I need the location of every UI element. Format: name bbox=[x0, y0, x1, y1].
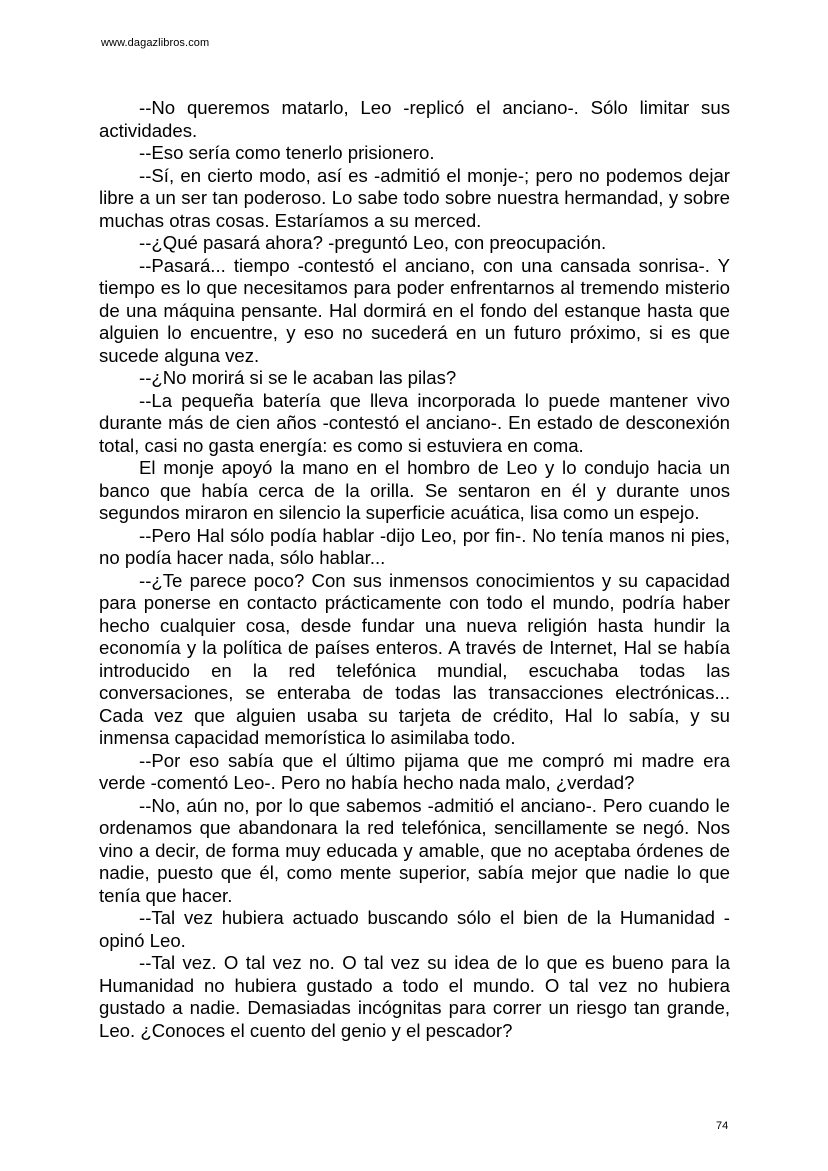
paragraph: --La pequeña batería que lleva incorporada lo puede mantener vivo durante más de cien años -contestó el anciano-. En estado de desconexión total, casi no gasta energía: es como si estuviera en coma. bbox=[99, 389, 730, 456]
header-url: www.dagazlibros.com bbox=[101, 37, 210, 49]
paragraph: --No queremos matarlo, Leo -replicó el anciano-. Sólo limitar sus actividades. bbox=[99, 97, 730, 141]
paragraph: --Por eso sabía que el último pijama que me compró mi madre era verde -comentó Leo-. Pero no había hecho nada malo, ¿verdad? bbox=[99, 749, 730, 793]
paragraph: El monje apoyó la mano en el hombro de Leo y lo condujo hacia un banco que había cerca de la orilla. Se sentaron en él y durante unos segundos miraron en silencio la superficie acuática, lisa como un espejo. bbox=[99, 457, 730, 523]
paragraph: --Tal vez hubiera actuado buscando sólo el bien de la Humanidad -opinó Leo. bbox=[99, 907, 730, 951]
paragraph: --¿Te parece poco? Con sus inmensos conocimientos y su capacidad para ponerse en contacto prácticamente con todo el mundo, podría haber hecho cualquier cosa, desde fundar una nueva religión hasta hundir la economía y la política de países enteros. A través de Internet, Hal se había introducido en la red telefónica mundial, escuchaba todas las conversaciones, se enteraba de todas las transacciones electrónicas... Cada vez que alguien usaba su tarjeta de crédito, Hal lo sabía, y su inmensa capacidad memorística lo asimilaba todo. bbox=[99, 569, 730, 748]
paragraph: --¿No morirá si se le acaban las pilas? bbox=[139, 367, 457, 388]
paragraph: --Tal vez. O tal vez no. O tal vez su idea de lo que es bueno para la Humanidad no hubiera gustado a todo el mundo. O tal vez no hubiera gustado a nadie. Demasiadas incógnitas para correr un riesgo tan grande, Leo. ¿Conoces el cuento del genio y el pescador? bbox=[99, 952, 730, 1041]
paragraph: --No, aún no, por lo que sabemos -admitió el anciano-. Pero cuando le ordenamos que abandonara la red telefónica, sencillamente se negó. Nos vino a decir, de forma muy educada y amable, que no aceptaba órdenes de nadie, puesto que él, como mente superior, sabía mejor que nadie lo que tenía que hacer. bbox=[99, 794, 730, 906]
paragraph: --Pero Hal sólo podía hablar -dijo Leo, por fin-. No tenía manos ni pies, no podía hacer nada, sólo hablar... bbox=[99, 524, 730, 568]
page-number: 74 bbox=[716, 1120, 729, 1132]
paragraph: --Eso sería como tenerlo prisionero. bbox=[139, 142, 435, 163]
paragraph: --¿Qué pasará ahora? -preguntó Leo, con preocupación. bbox=[139, 232, 607, 253]
body-text bbox=[99, 97, 730, 1042]
paragraph: --Sí, en cierto modo, así es -admitió el monje-; pero no podemos dejar libre a un ser tan poderoso. Lo sabe todo sobre nuestra hermandad, y sobre muchas otras cosas. Estaríamos a su merced. bbox=[99, 164, 730, 231]
paragraph: --Pasará... tiempo -contestó el anciano, con una cansada sonrisa-. Y tiempo es lo que necesitamos para poder enfrentarnos al tremendo misterio de una máquina pensante. Hal dormirá en el fondo del estanque hasta que alguien lo encuentre, y eso no sucederá en un futuro próximo, si es que sucede alguna vez. bbox=[99, 254, 730, 366]
